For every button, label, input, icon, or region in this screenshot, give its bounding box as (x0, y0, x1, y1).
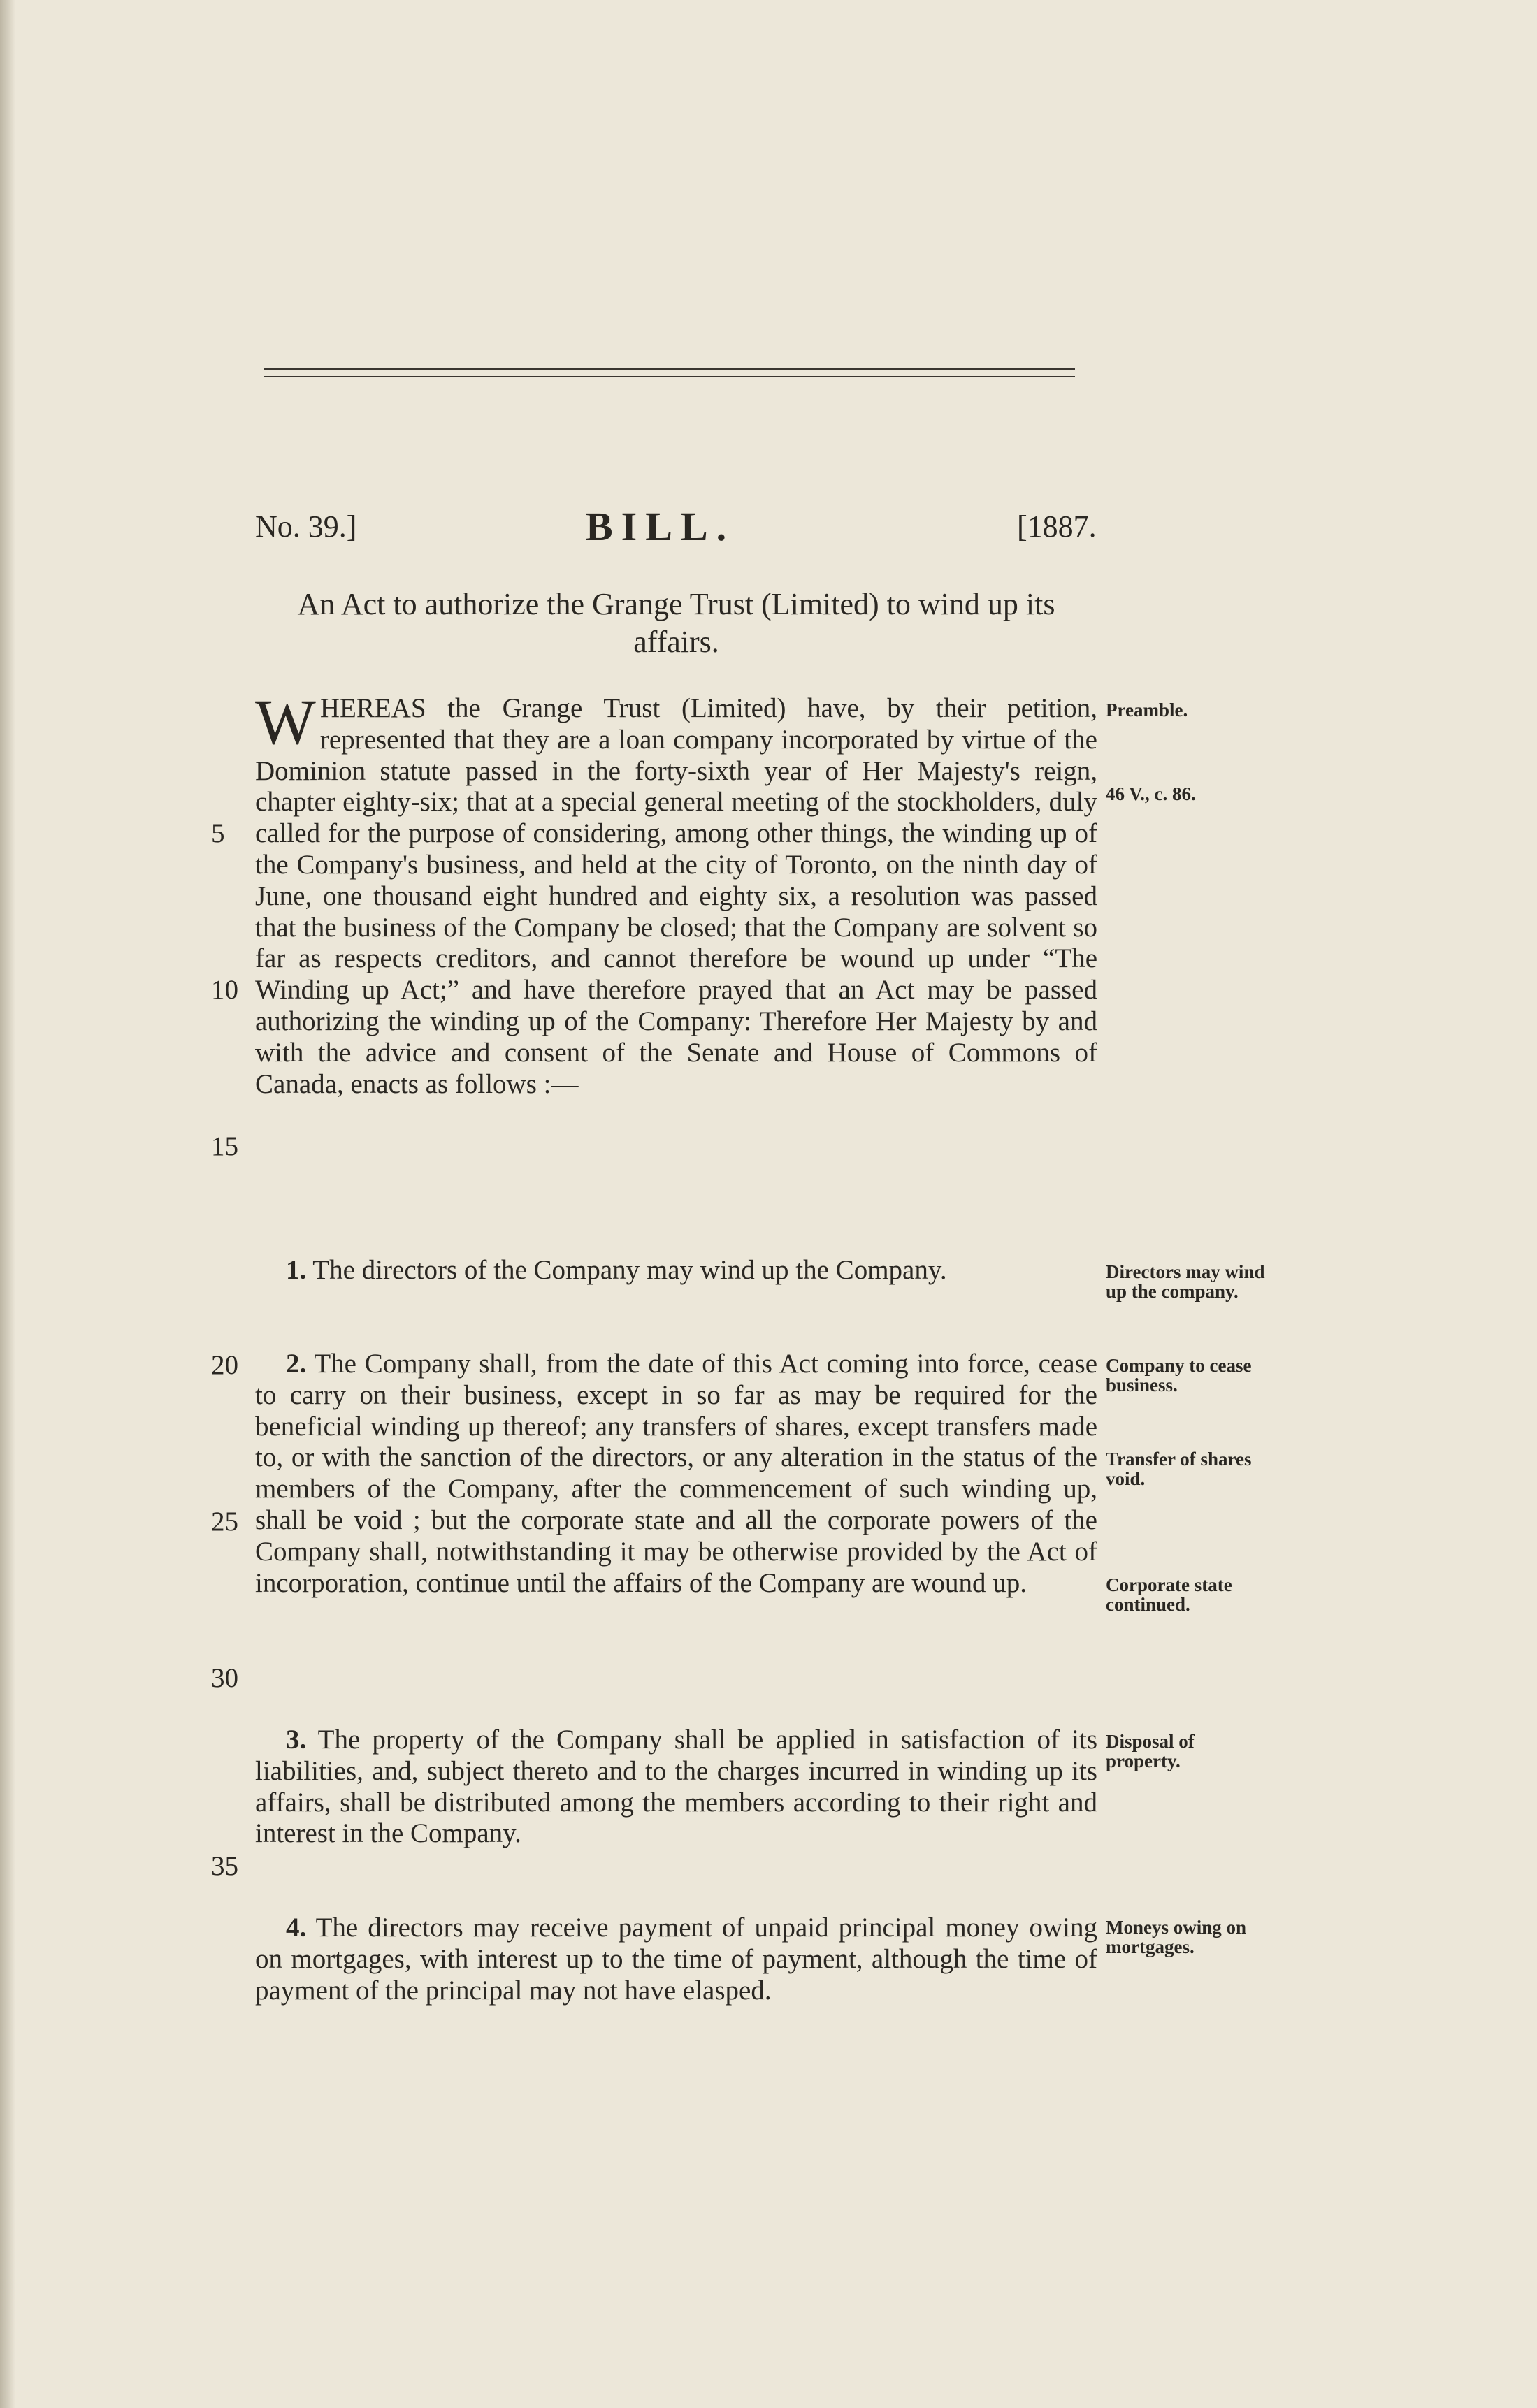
section-4 (255, 1913, 1097, 2006)
section-number: 2. (286, 1349, 307, 1379)
bill-heading: BILL. (586, 504, 735, 549)
marginal-note: Company to cease business. (1106, 1355, 1252, 1395)
marginal-note: Preamble. (1106, 699, 1188, 720)
marginal-note: Moneys owing on mortgages. (1106, 1917, 1247, 1957)
header-rule-thin (264, 376, 1075, 377)
act-title: An Act to authorize the Grange Trust (Limited) to wind up its affairs. (297, 587, 1055, 659)
line-number: 20 (211, 1350, 238, 1380)
page-binding-edge (0, 0, 15, 2408)
section-3 (255, 1725, 1097, 1850)
section-text: The directors may receive payment of unpaid principal money owing on mortgages, with interest up to the time of payment, although the time of payment of the principal may not have elasped. (255, 1913, 1098, 2006)
line-number: 25 (211, 1507, 238, 1537)
section-2 (255, 1349, 1097, 1599)
section-number: 1. (286, 1255, 307, 1285)
preamble-text: HEREAS the Grange Trust (Limited) have, by their petition, represented that they are a loan company incorporated by virtue of the Dominion statute passed in the forty-sixth year of Her Majesty's reign, chapter eighty-six; that at a special general meeting of the stockholders, duly called for the purpose of considering, among other things, the winding up of the Company's business, and held at the city of Toronto, on the ninth day of June, one thousand eight hundred and eighty six, a resolution was passed that the business of the Company be closed; that the Company are solvent so far as respects creditors, and cannot therefore be wound up under “The Winding up Act;” and have therefore prayed that an Act may be passed authorizing the winding up of the Company: Therefore Her Majesty by and with the advice and consent of the Senate and House of Commons of Canada, enacts as follows :— (255, 693, 1097, 1099)
marginal-note: Disposal of property. (1106, 1731, 1195, 1771)
section-1 (255, 1255, 1097, 1286)
section-number: 4. (286, 1913, 307, 1943)
preamble-paragraph (255, 686, 1097, 1100)
marginal-note: Transfer of shares void. (1106, 1449, 1252, 1489)
line-number: 15 (211, 1131, 238, 1161)
marginal-note: Corporate state continued. (1106, 1574, 1232, 1615)
bill-year: [1887. (1017, 509, 1097, 544)
line-number: 10 (211, 975, 238, 1005)
drop-cap: W (255, 686, 316, 757)
section-text: The property of the Company shall be applied in satisfaction of its liabilities, and, subject thereto and to the charges incurred in winding up its affairs, shall be distributed among the members according to their right and interest in the Company. (255, 1725, 1098, 1849)
section-text: The directors of the Company may wind up the Company. (312, 1255, 947, 1285)
bill-number: No. 39.] (255, 509, 357, 544)
header-rule (264, 368, 1075, 370)
line-number: 5 (211, 818, 225, 848)
section-text: The Company shall, from the date of this Act coming into force, cease to carry on their business, except in so far as may be required for the beneficial winding up thereof; any transfers of shares, except transfers made to, or with the sanction of the directors, or any alteration in the status of the members of the Company, after the commencement of such winding up, shall be void ; but the corporate state and all the corporate powers of the Company shall, notwithstanding it may be otherwise provided by the Act of incorporation, continue until the affairs of the Company are wound up. (255, 1349, 1097, 1598)
line-number: 30 (211, 1663, 238, 1693)
section-number: 3. (286, 1725, 307, 1755)
marginal-note: Directors may wind up the company. (1106, 1261, 1265, 1302)
line-number: 35 (211, 1851, 238, 1881)
marginal-note: 46 V., c. 86. (1106, 783, 1196, 804)
